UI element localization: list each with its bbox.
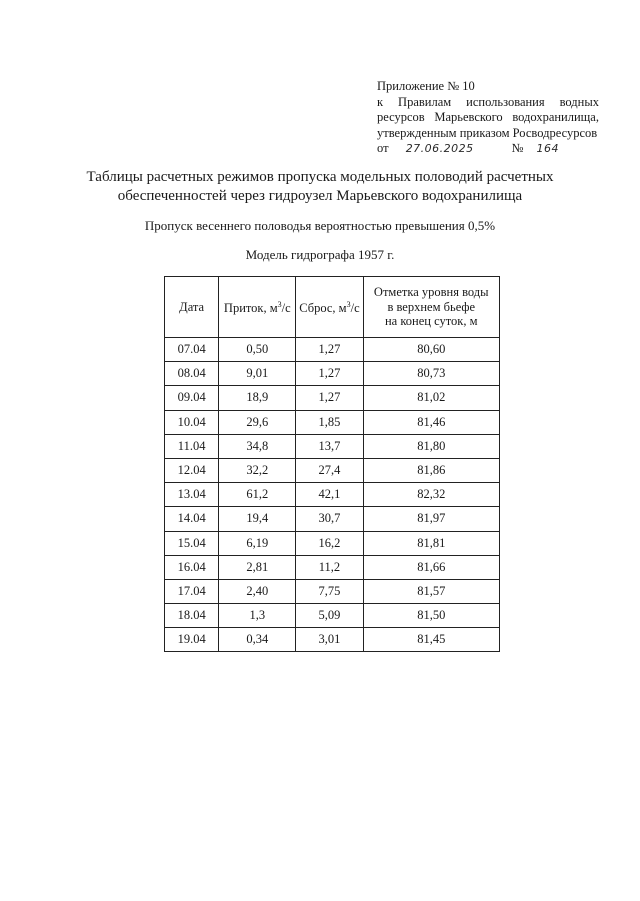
cell-date: 08.04	[165, 362, 219, 386]
cell-date: 14.04	[165, 507, 219, 531]
cell-discharge: 27,4	[296, 458, 363, 482]
table-row	[165, 434, 500, 458]
cell-discharge: 5,09	[296, 604, 363, 628]
cell-discharge: 3,01	[296, 628, 363, 652]
cell-date: 16.04	[165, 555, 219, 579]
cell-inflow: 18,9	[219, 386, 296, 410]
cell-water-level: 81,80	[363, 434, 500, 458]
cell-water-level: 81,57	[363, 579, 500, 603]
table-row	[165, 507, 500, 531]
cell-water-level: 81,81	[363, 531, 500, 555]
cell-date: 13.04	[165, 483, 219, 507]
table-row	[165, 579, 500, 603]
table-header-row	[165, 277, 500, 338]
cell-discharge: 1,85	[296, 410, 363, 434]
document-title-line-1: Таблицы расчетных режимов пропуска модельных половодий расчетных	[86, 169, 554, 185]
hydrograph-model: Модель гидрографа 1957 г.	[245, 247, 395, 262]
handwritten-number: 164	[536, 142, 559, 155]
table-row	[165, 628, 500, 652]
cell-water-level: 81,66	[363, 555, 500, 579]
cell-discharge: 7,75	[296, 579, 363, 603]
header-water-level: Отметка уровня воды в верхнем бьефе на конец суток, м	[363, 277, 500, 338]
cell-water-level: 80,60	[363, 338, 500, 362]
header-inflow: Приток, $м^3/с$	[219, 277, 296, 338]
flood-subtitle: Пропуск весеннего половодья вероятностью превышения 0,5%	[144, 218, 496, 233]
cell-discharge: 11,2	[296, 555, 363, 579]
table-row	[165, 338, 500, 362]
cell-discharge: 1,27	[296, 338, 363, 362]
table-row	[165, 386, 500, 410]
appendix-order-line: утвержденным приказом Росводресурсов	[377, 125, 598, 140]
cell-inflow: 0,34	[219, 628, 296, 652]
cell-date: 07.04	[165, 338, 219, 362]
cell-water-level: 81,97	[363, 507, 500, 531]
table-row	[165, 555, 500, 579]
cell-inflow: 2,81	[219, 555, 296, 579]
date-label: от	[377, 141, 389, 155]
cell-water-level: 81,02	[363, 386, 500, 410]
cell-water-level: 81,50	[363, 604, 500, 628]
cell-inflow: 29,6	[219, 410, 296, 434]
cell-date: 17.04	[165, 579, 219, 603]
cell-discharge: 42,1	[296, 483, 363, 507]
header-date: Дата	[165, 277, 219, 338]
table-row	[165, 531, 500, 555]
cell-inflow: 34,8	[219, 434, 296, 458]
cell-water-level: 82,32	[363, 483, 500, 507]
cell-water-level: 81,45	[363, 628, 500, 652]
cell-discharge: 13,7	[296, 434, 363, 458]
table-row	[165, 604, 500, 628]
cell-inflow: 61,2	[219, 483, 296, 507]
cell-date: 18.04	[165, 604, 219, 628]
table-row	[165, 483, 500, 507]
cell-date: 10.04	[165, 410, 219, 434]
table-row	[165, 362, 500, 386]
table-row	[165, 410, 500, 434]
cell-date: 15.04	[165, 531, 219, 555]
cell-inflow: 2,40	[219, 579, 296, 603]
cell-date: 19.04	[165, 628, 219, 652]
appendix-resources-line: ресурсов Марьевского водохранилища,	[377, 110, 599, 124]
document-title-line-2: обеспеченностей через гидроузел Марьевского водохранилища	[117, 188, 523, 204]
appendix-number-group	[511, 141, 559, 157]
appendix-number: Приложение № 10	[377, 79, 475, 93]
cell-date: 09.04	[165, 386, 219, 410]
cell-date: 11.04	[165, 434, 219, 458]
document-title	[0, 168, 640, 206]
cell-discharge: 30,7	[296, 507, 363, 531]
cell-discharge: 1,27	[296, 362, 363, 386]
cell-water-level: 81,46	[363, 410, 500, 434]
cell-inflow: 32,2	[219, 458, 296, 482]
flood-regime-table	[164, 276, 500, 652]
number-label: №	[511, 141, 524, 155]
appendix-date-group	[377, 141, 474, 157]
cell-inflow: 1,3	[219, 604, 296, 628]
cell-discharge: 16,2	[296, 531, 363, 555]
cell-water-level: 80,73	[363, 362, 500, 386]
cell-inflow: 19,4	[219, 507, 296, 531]
table-body	[165, 338, 500, 652]
cell-inflow: 0,50	[219, 338, 296, 362]
table-row	[165, 458, 500, 482]
cell-date: 12.04	[165, 458, 219, 482]
header-discharge: Сброс, $м^3/с$	[296, 277, 363, 338]
appendix-date-number-line	[377, 141, 599, 157]
appendix-rules-line: к Правилам использования водных	[377, 94, 599, 109]
cell-discharge: 1,27	[296, 386, 363, 410]
handwritten-date: 27.06.2025	[405, 142, 474, 155]
appendix-block	[377, 79, 599, 157]
cell-inflow: 6,19	[219, 531, 296, 555]
cell-inflow: 9,01	[219, 362, 296, 386]
cell-water-level: 81,86	[363, 458, 500, 482]
